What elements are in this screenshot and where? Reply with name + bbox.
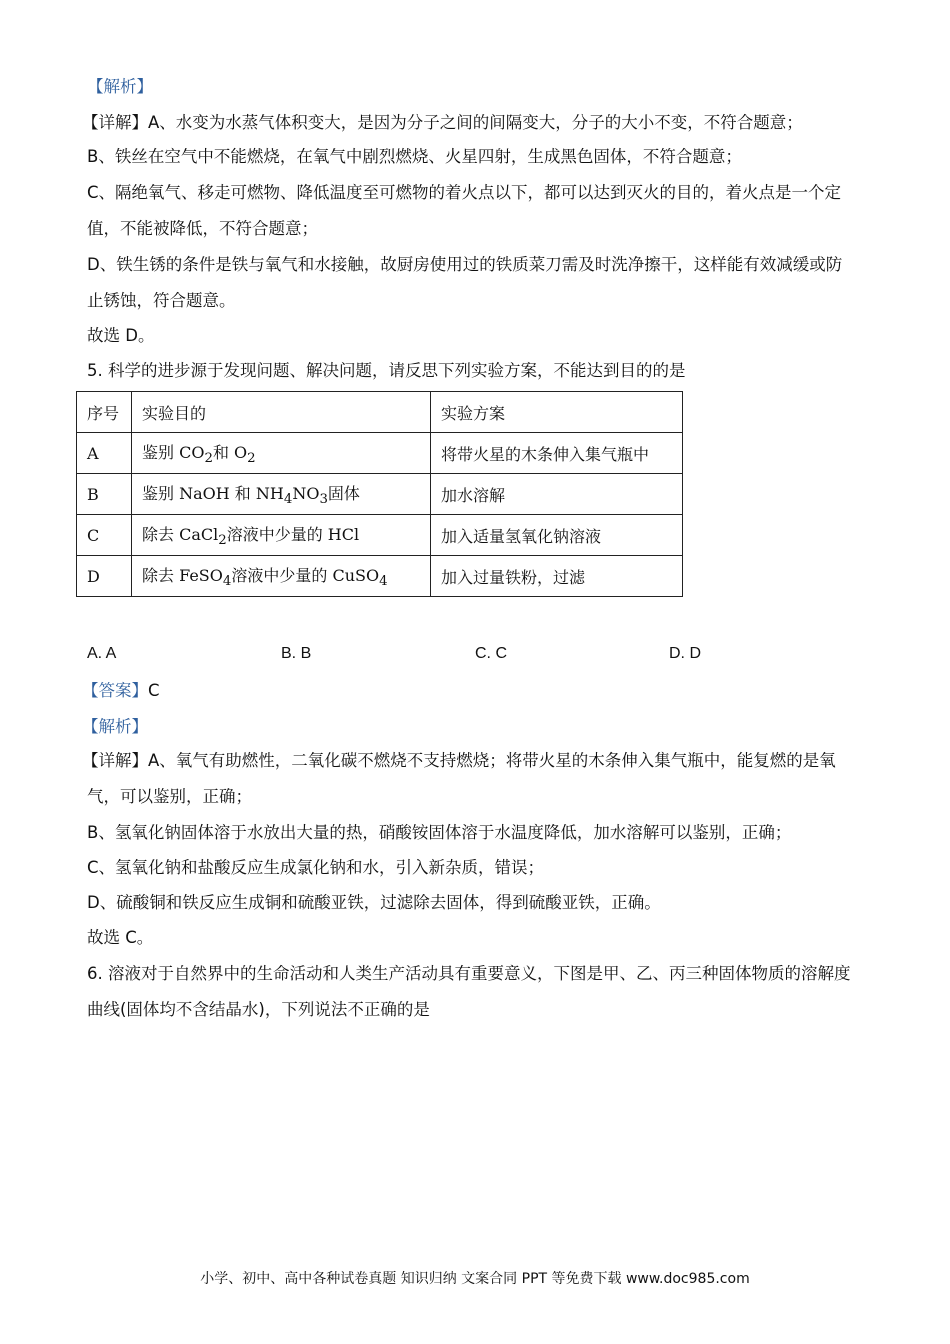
detail-tag: 【详解】 — [82, 113, 148, 132]
detail-line-d: D、硫酸铜和铁反应生成铜和硫酸亚铁，过滤除去固体，得到硫酸亚铁，正确。 — [87, 893, 661, 912]
table-row — [77, 474, 683, 515]
option-a: A. A — [87, 645, 117, 662]
header-goal: 实验目的 — [132, 392, 431, 433]
experiment-table — [76, 391, 683, 597]
detail-line-d: D、铁生锈的条件是铁与氧气和水接触，故厨房使用过的铁质菜刀需及时洗净擦干，这样能有效减缓或防 — [87, 255, 843, 274]
option-c: C. C — [475, 645, 507, 662]
detail-text: A、水变为水蒸气体积变大，是因为分子之间的间隔变大，分子的大小不变，不符合题意； — [148, 113, 803, 132]
row-plan: 加入适量氢氧化钠溶液 — [431, 515, 683, 556]
question-6-stem-cont: 曲线(固体均不含结晶水)，下列说法不正确的是 — [87, 1000, 430, 1019]
row-plan: 加入过量铁粉，过滤 — [431, 556, 683, 597]
detail-line-b: B、铁丝在空气中不能燃烧，在氧气中剧烈燃烧、火星四射，生成黑色固体，不符合题意； — [87, 147, 742, 166]
row-id: C — [77, 515, 132, 556]
row-plan: 将带火星的木条伸入集气瓶中 — [431, 433, 683, 474]
table-row — [77, 515, 683, 556]
answer-line — [82, 680, 160, 702]
table-row — [77, 433, 683, 474]
row-id: B — [77, 474, 132, 515]
answer-value: C — [148, 681, 160, 700]
row-plan: 加水溶解 — [431, 474, 683, 515]
option-d: D. D — [669, 645, 701, 662]
row-goal: 鉴别 $CO_2$和 $O_2$ — [132, 433, 431, 474]
choice-conclusion: 故选 C。 — [87, 928, 154, 947]
detail-line-d-cont: 止锈蚀，符合题意。 — [87, 291, 236, 310]
detail-tag: 【详解】 — [82, 751, 148, 770]
row-id: D — [77, 556, 132, 597]
detail-line-a-cont: 气，可以鉴别，正确； — [87, 787, 252, 806]
table-header-row — [77, 392, 683, 433]
answer-tag: 【答案】 — [82, 681, 148, 700]
detail-line-c-cont: 值，不能被降低，不符合题意； — [87, 219, 318, 238]
table-row — [77, 556, 683, 597]
analysis-heading: 【解析】 — [82, 717, 148, 736]
choice-conclusion: 故选 D。 — [87, 326, 155, 345]
row-goal: 除去 FeSO$_4$溶液中少量的 CuSO$_4$ — [132, 556, 431, 597]
analysis-heading: 【解析】 — [87, 77, 153, 96]
detail-paragraph — [82, 750, 836, 772]
page-footer: 小学、初中、高中各种试卷真题 知识归纳 文案合同 PPT 等免费下载 www.doc985.com — [200, 1271, 750, 1287]
detail-paragraph — [82, 112, 803, 134]
row-goal: 除去 CaCl$_2$溶液中少量的 HCl — [132, 515, 431, 556]
detail-line-c: C、氢氧化钠和盐酸反应生成氯化钠和水，引入新杂质，错误； — [87, 858, 545, 877]
detail-text: A、氧气有助燃性，二氧化碳不燃烧不支持燃烧；将带火星的木条伸入集气瓶中，能复燃的是氧 — [148, 751, 836, 770]
question-6-stem: 6. 溶液对于自然界中的生命活动和人类生产活动具有重要意义，下图是甲、乙、丙三种固体物质的溶解度 — [87, 964, 851, 983]
header-plan: 实验方案 — [431, 392, 683, 433]
detail-line-c: C、隔绝氧气、移走可燃物、降低温度至可燃物的着火点以下，都可以达到灭火的目的，着火点是一个定 — [87, 183, 842, 202]
detail-line-b: B、氢氧化钠固体溶于水放出大量的热，硝酸铵固体溶于水温度降低，加水溶解可以鉴别，正确； — [87, 823, 792, 842]
header-id: 序号 — [77, 392, 132, 433]
row-id: A — [77, 433, 132, 474]
row-goal: 鉴别 NaOH 和 $NH_4NO_3$固体 — [132, 474, 431, 515]
option-b: B. B — [281, 645, 312, 662]
question-5-stem: 5. 科学的进步源于发现问题、解决问题，请反思下列实验方案，不能达到目的的是 — [87, 361, 686, 380]
